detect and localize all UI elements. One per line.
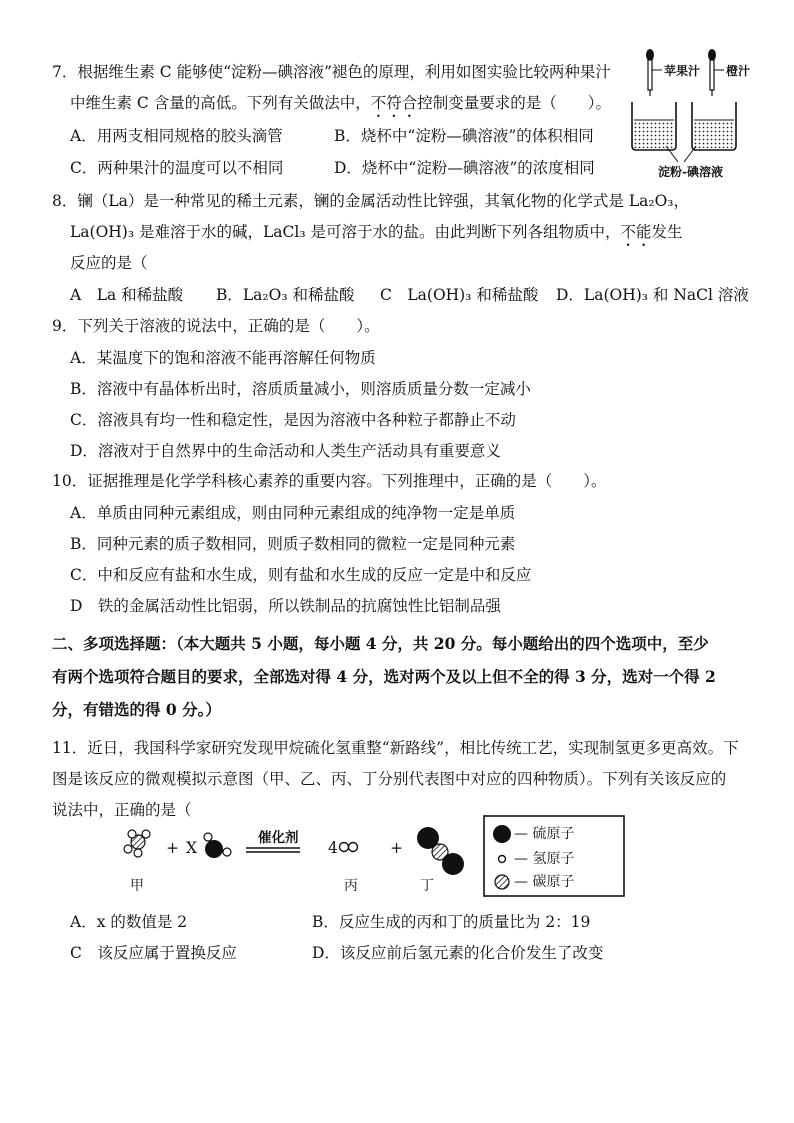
q9-option-d[interactable]: D．溶液对于自然界中的生命活动和人类生产活动具有重要意义 xyxy=(70,442,501,460)
q7-option-b[interactable]: B．烧杯中“淀粉—碘溶液”的体积相同 xyxy=(334,127,594,145)
beaker-icon xyxy=(692,102,736,150)
q8-stem-line1: 8．镧（La）是一种常见的稀土元素，镧的金属活动性比锌强，其氧化物的化学式是 La₂O₃， xyxy=(52,192,689,210)
q9-stem: 9．下列关于溶液的说法中，正确的是（ ）。 xyxy=(52,317,380,335)
label-bing: 丙 xyxy=(344,878,358,894)
q10-option-c[interactable]: C．中和反应有盐和水生成，则有盐和水生成的反应一定是中和反应 xyxy=(70,566,532,584)
eq-plus-1: + xyxy=(166,839,179,857)
q7-stem-line1: 7．根据维生素 C 能够使“淀粉—碘溶液”褪色的原理，利用如图实验比较两种果汁 xyxy=(52,63,611,81)
q8-option-a[interactable]: A La 和稀盐酸 xyxy=(70,286,184,304)
q8-option-c[interactable]: C La(OH)₃ 和稀盐酸 xyxy=(380,286,539,304)
q11-option-c[interactable]: C 该反应属于置换反应 xyxy=(70,944,237,962)
section2-heading-line3: 分，有错选的得 0 分。） xyxy=(52,700,221,719)
q7-option-c[interactable]: C．两种果汁的温度可以不相同 xyxy=(70,159,284,177)
legend-sulfur: — 硫原子 xyxy=(514,826,575,842)
q8-stem-line2 xyxy=(70,222,683,250)
q11-option-d[interactable]: D．该反应前后氢元素的化合价发生了改变 xyxy=(312,944,604,962)
label-starch-iodine: 淀粉-碘溶液 xyxy=(658,165,723,179)
q10-option-b[interactable]: B．同种元素的质子数相同，则质子数相同的微粒一定是同种元素 xyxy=(70,535,516,553)
carbon-disulfide-molecule-icon xyxy=(417,827,464,875)
q10-stem: 10．证据推理是化学学科核心素养的重要内容。下列推理中，正确的是（ ）。 xyxy=(52,472,607,490)
hydrogen-sulfide-molecule-icon xyxy=(204,833,231,858)
beaker-icon xyxy=(632,102,676,150)
q11-stem-line3: 说法中，正确的是（ xyxy=(52,801,192,819)
dropper-icon xyxy=(708,49,724,96)
legend-carbon: — 碳原子 xyxy=(514,874,575,890)
q8-stem-part2: 发生 xyxy=(651,223,683,241)
label-orange-juice: 橙汁 xyxy=(726,64,751,78)
q8-option-b[interactable]: B．La₂O₃ 和稀盐酸 xyxy=(216,286,355,304)
q11-option-a[interactable]: A．x 的数值是 2 xyxy=(70,913,188,931)
q7-stem-emphasis: 不符合 xyxy=(370,94,418,112)
q7-option-d[interactable]: D．烧杯中“淀粉—碘溶液”的浓度相同 xyxy=(334,159,595,177)
q11-stem-line2: 图是该反应的微观模拟示意图（甲、乙、丙、丁分别代表图中对应的四种物质）。下列有关该反应的 xyxy=(52,770,727,788)
eq-x: X xyxy=(186,839,198,857)
q8-stem-emphasis: 不能 xyxy=(620,223,652,241)
carbon-atom-icon xyxy=(495,875,509,889)
q10-option-d[interactable]: D 铁的金属活动性比铝弱，所以铁制品的抗腐蚀性比铝制品强 xyxy=(70,597,501,615)
eq-catalyst: 催化剂 xyxy=(258,830,299,846)
q11-option-b[interactable]: B．反应生成的丙和丁的质量比为 2：19 xyxy=(312,913,591,931)
q11-stem-line1: 11．近日，我国科学家研究发现甲烷硫化氢重整“新路线”，相比传统工艺，实现制氢更多更高效。下 xyxy=(52,739,739,757)
q7-stem-line2 xyxy=(70,93,611,121)
q9-option-a[interactable]: A．某温度下的饱和溶液不能再溶解任何物质 xyxy=(70,349,376,367)
q7-stem-part1: 中维生素 C 含量的高低。下列有关做法中， xyxy=(70,94,371,112)
q10-option-a[interactable]: A．单质由同种元素组成，则由同种元素组成的纯净物一定是单质 xyxy=(70,504,516,522)
q8-option-d[interactable]: D．La(OH)₃ 和 NaCl 溶液 xyxy=(556,286,749,304)
label-jia: 甲 xyxy=(130,878,144,894)
hydrogen-atom-icon xyxy=(499,856,506,863)
section2-heading-line2: 有两个选项符合题目的要求，全部选对得 4 分，选对两个及以上但不全的得 3 分，选对一个得 2 xyxy=(52,667,716,686)
eq-plus-2: + xyxy=(390,839,403,857)
methane-molecule-icon xyxy=(124,830,150,857)
eq-coefficient: 4 xyxy=(328,839,338,857)
q7-option-a[interactable]: A．用两支相同规格的胶头滴管 xyxy=(70,127,283,145)
q9-option-c[interactable]: C．溶液具有均一性和稳定性，是因为溶液中各种粒子都静止不动 xyxy=(70,411,516,429)
dropper-icon xyxy=(646,49,662,96)
q9-option-b[interactable]: B．溶液中有晶体析出时，溶质质量减小，则溶质质量分数一定减小 xyxy=(70,380,531,398)
q8-stem-part1: La(OH)₃ 是难溶于水的碱，LaCl₃ 是可溶于水的盐。由此判断下列各组物质中， xyxy=(70,223,621,241)
label-ding: 丁 xyxy=(420,878,434,894)
legend-hydrogen: — 氢原子 xyxy=(514,851,575,867)
q8-stem-line3: 反应的是（ xyxy=(70,254,148,272)
q7-stem-part2: 控制变量要求的是（ ）。 xyxy=(417,94,611,112)
label-apple-juice: 苹果汁 xyxy=(664,64,701,78)
sulfur-atom-icon xyxy=(493,825,511,843)
section2-heading-line1: 二、多项选择题：（本大题共 5 小题，每小题 4 分，共 20 分。每小题给出的四个选项中，至少 xyxy=(52,634,709,653)
hydrogen-molecule-icon xyxy=(340,843,358,852)
